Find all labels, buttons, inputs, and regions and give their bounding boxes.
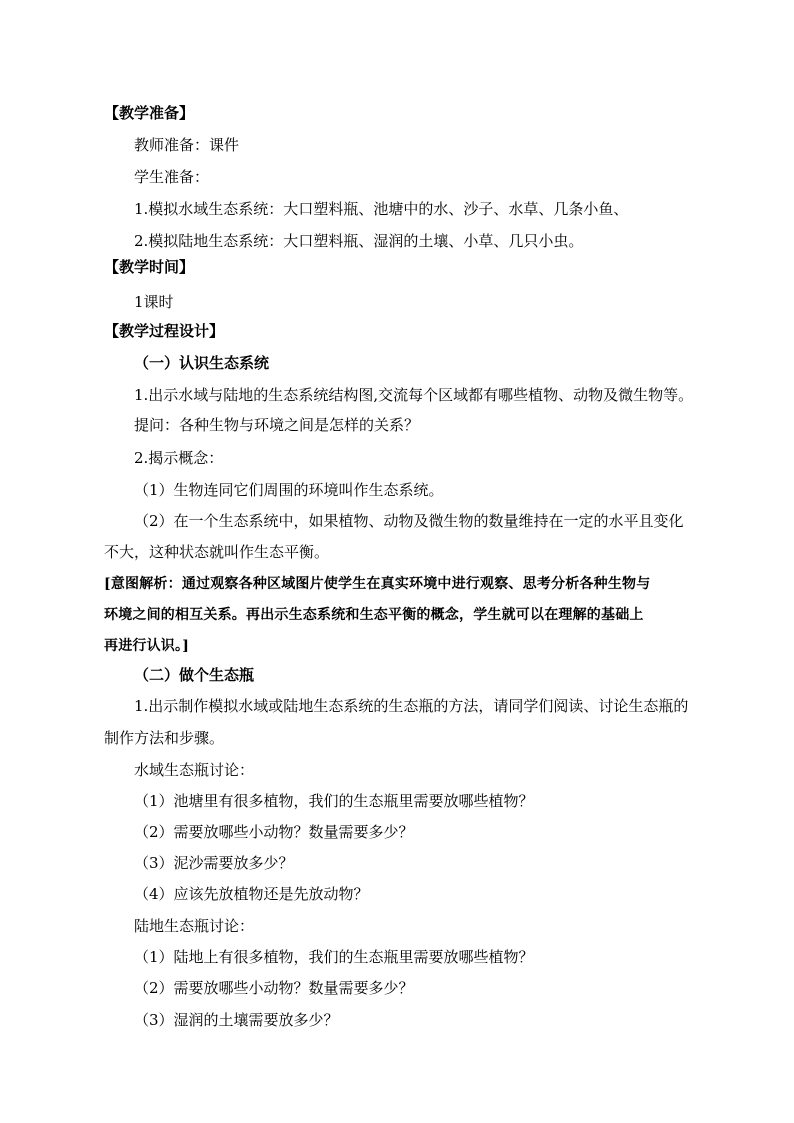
water-question-3: （3）泥沙需要放多少？	[134, 854, 294, 872]
part1-line-3: 2.揭示概念：	[134, 449, 224, 467]
part1-title: （一）认识生态系统	[134, 354, 270, 372]
student-prep: 学生准备：	[134, 168, 210, 186]
part1-line-1: 1.出示水域与陆地的生态系统结构图,交流每个区域都有哪些植物、动物及微生物等。	[134, 386, 694, 404]
section-heading-process: 【教学过程设计】	[104, 322, 225, 340]
intent-analysis-line-1: [意图解析：通过观察各种区域图片使学生在真实环境中进行观察、思考分析各种生物与	[104, 576, 651, 592]
water-question-4: （4）应该先放植物还是先放动物？	[134, 885, 369, 903]
part1-concept-2a: （2）在一个生态系统中，如果植物、动物及微生物的数量维持在一定的水平且变化	[134, 512, 684, 530]
land-discussion-heading: 陆地生态瓶讨论：	[134, 917, 255, 935]
land-question-1: （1）陆地上有很多植物，我们的生态瓶里需要放哪些植物？	[134, 948, 534, 966]
teacher-prep: 教师准备：课件	[134, 136, 240, 154]
section-heading-prep: 【教学准备】	[104, 104, 195, 122]
section-heading-time: 【教学时间】	[104, 258, 195, 276]
time-value: 1课时	[134, 293, 174, 311]
intent-analysis-line-3: 再进行认识。]	[104, 638, 190, 654]
water-question-1: （1）池塘里有很多植物，我们的生态瓶里需要放哪些植物？	[134, 792, 534, 810]
intent-analysis-line-2: 环境之间的相互关系。再出示生态系统和生态平衡的概念，学生就可以在理解的基础上	[104, 607, 644, 623]
part2-title: （二）做个生态瓶	[134, 666, 255, 684]
part1-concept-1: （1）生物连同它们周围的环境叫作生态系统。	[134, 481, 444, 499]
part2-line-1a: 1.出示制作模拟水域或陆地生态系统的生态瓶的方法，请同学们阅读、讨论生态瓶的	[134, 697, 689, 715]
water-discussion-heading: 水域生态瓶讨论：	[134, 761, 255, 779]
land-question-2: （2）需要放哪些小动物？数量需要多少？	[134, 979, 414, 997]
land-question-3: （3）湿润的土壤需要放多少？	[134, 1011, 339, 1029]
part1-question: 提问：各种生物与环境之间是怎样的关系？	[134, 416, 420, 434]
part1-concept-2b: 不大，这种状态就叫作生态平衡。	[104, 543, 330, 561]
prep-item-2: 2.模拟陆地生态系统：大口塑料瓶、湿润的土壤、小草、几只小虫。	[134, 232, 584, 250]
prep-item-1: 1.模拟水域生态系统：大口塑料瓶、池塘中的水、沙子、水草、几条小鱼、	[134, 200, 629, 218]
water-question-2: （2）需要放哪些小动物？数量需要多少？	[134, 823, 414, 841]
part2-line-1b: 制作方法和步骤。	[104, 729, 225, 747]
